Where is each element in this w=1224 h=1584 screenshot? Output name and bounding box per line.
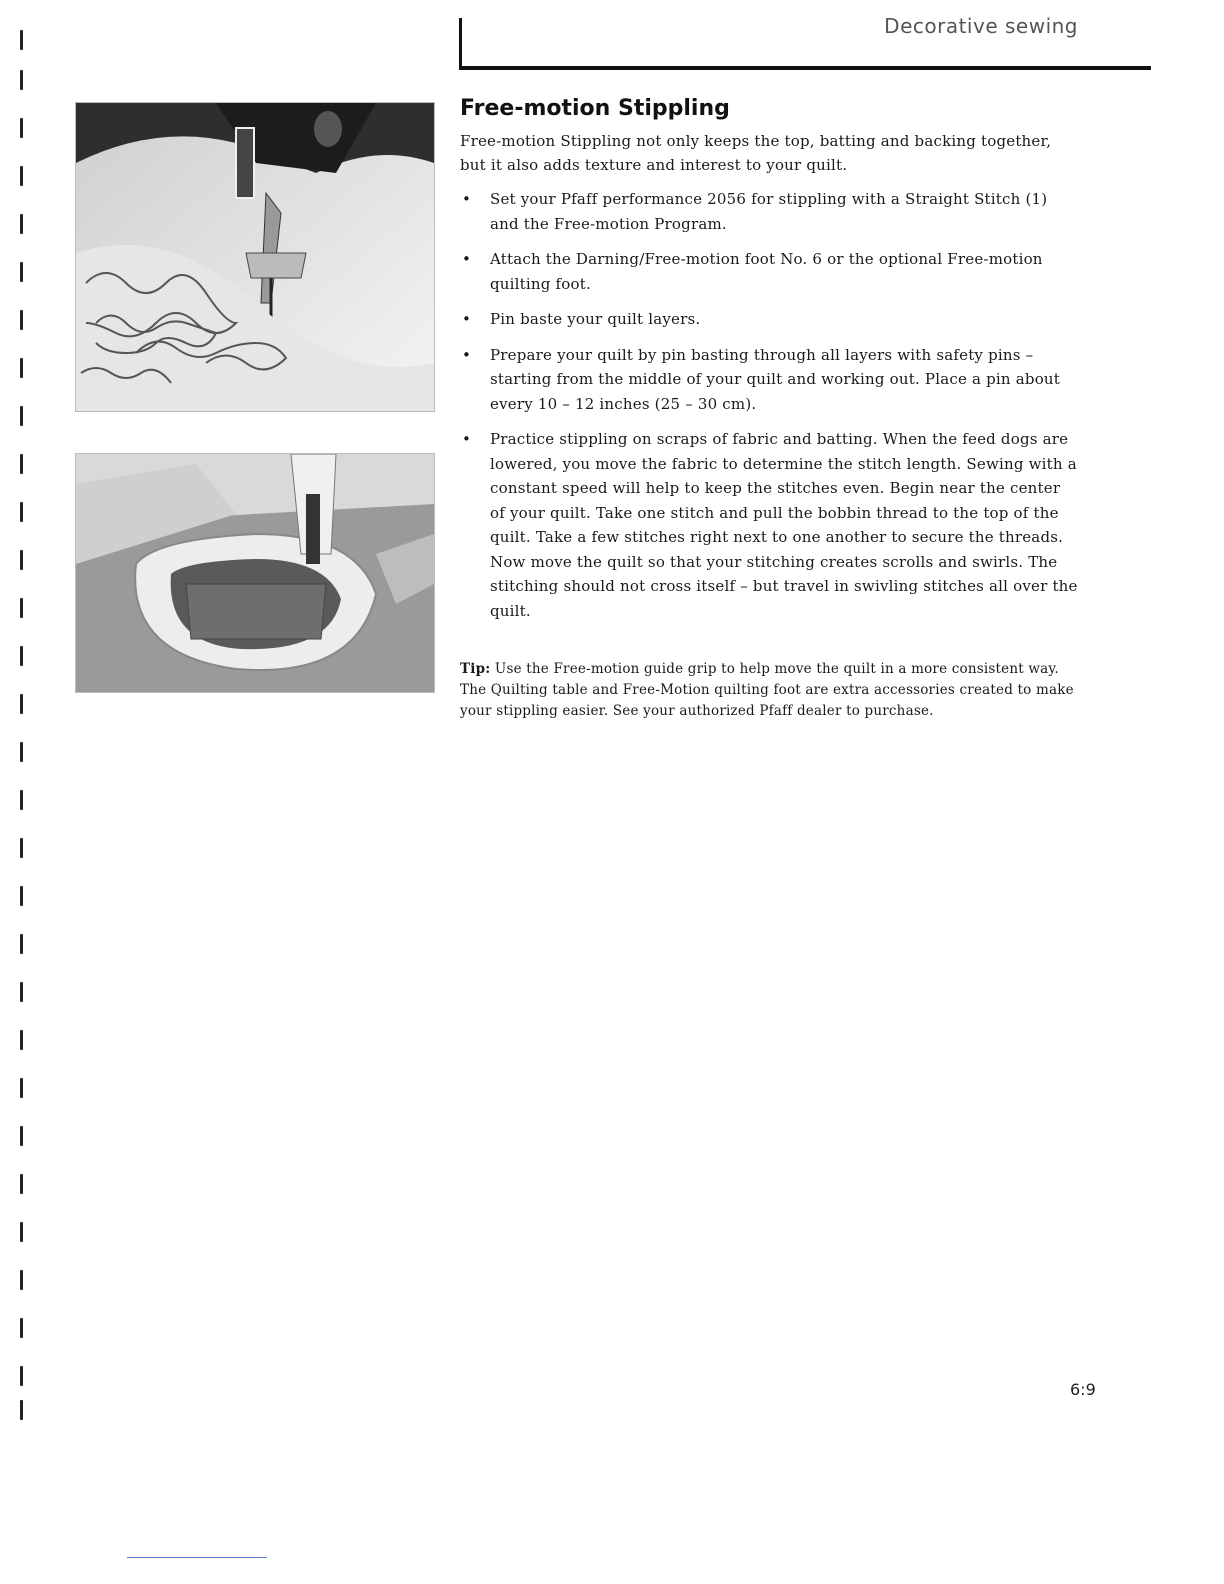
step-text: Set your Pfaff performance 2056 for stippling with a Straight Stitch (1) and the Free-motion Program. bbox=[490, 190, 1048, 233]
quilting-table-photo bbox=[75, 453, 435, 693]
tip-text: Use the Free-motion guide grip to help move the quilt in a more consistent way. The Quilting table and Free-Motion quilting foot are extra accessories created to make your stippling easier. See your authorized Pfaff dealer to purchase. bbox=[460, 661, 1074, 719]
tip-label: Tip: bbox=[460, 661, 491, 677]
header-rule-horizontal bbox=[459, 66, 1151, 70]
bullet-icon: • bbox=[462, 345, 472, 364]
page-title: Free-motion Stippling bbox=[460, 96, 730, 121]
tip-paragraph bbox=[460, 659, 1080, 722]
steps-list bbox=[460, 187, 1080, 623]
section-header: Decorative sewing bbox=[884, 14, 1078, 38]
step-text: Prepare your quilt by pin basting through all layers with safety pins – starting from the middle of your quilt and working out. Place a pin about every 10 – 12 inches (25 – 30 cm). bbox=[490, 345, 1061, 413]
list-item bbox=[460, 187, 1080, 236]
stippling-photo bbox=[75, 102, 435, 412]
bullet-icon: • bbox=[462, 430, 472, 448]
step-text: Practice stippling on scraps of fabric and batting. When the feed dogs are lowered, you move the fabric to determine the stitch length. Sewing with a constant speed will help to keep the stitches even. Begin near the center of your quilt. Take one stitch and pull the bobbin thread to the top of the quilt. Take a few stitches right next to one another to secure the threads. Now move the quilt so that your stitching creates scrolls and swirls. The stitching should not cross itself – but travel in swivling stitches all over the quilt. bbox=[490, 430, 1078, 620]
header-rule-vertical bbox=[459, 18, 462, 70]
bullet-icon: • bbox=[462, 190, 472, 208]
binding-marks bbox=[18, 0, 26, 1584]
list-item bbox=[460, 343, 1080, 417]
intro-paragraph: Free-motion Stippling not only keeps the top, batting and backing together, but it also adds texture and interest to your quilt. bbox=[460, 132, 1052, 174]
bullet-icon: • bbox=[462, 310, 472, 328]
step-text: Pin baste your quilt layers. bbox=[490, 310, 701, 328]
bullet-icon: • bbox=[462, 250, 472, 268]
main-content bbox=[460, 96, 1080, 736]
list-item bbox=[460, 427, 1080, 623]
list-item bbox=[460, 307, 1080, 332]
step-text: Attach the Darning/Free-motion foot No. 6 or the optional Free-motion quilting foot. bbox=[490, 250, 1043, 293]
footer-line bbox=[127, 1557, 267, 1558]
page-number: 6:9 bbox=[1070, 1380, 1096, 1399]
list-item bbox=[460, 247, 1080, 296]
